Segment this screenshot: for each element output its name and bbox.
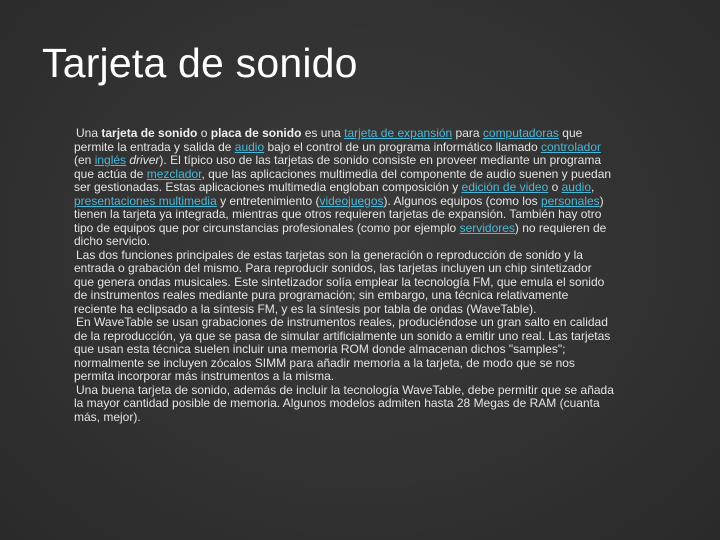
text: ). Algunos equipos (como los bbox=[383, 193, 541, 208]
text: , que las aplicaciones multimedia del componente de audio suenen y puedan ser gestionadas. Estas aplicaciones multimedia engloban composición y bbox=[74, 166, 612, 194]
link-ingles[interactable]: inglés bbox=[94, 153, 127, 167]
text: para bbox=[452, 126, 483, 140]
paragraph-2: Las dos funciones principales de estas tarjetas son la generación o reproducción de sonido y la entrada o grabación del mismo. Para reproducir sonidos, las tarjetas incluyen un chip sintetizador que genera ondas musicales. Este sintetizador solía emplear la tecnología FM, que emula el sonido de instrumentos reales mediante pura programación; sin embargo, una técnica relativamente reciente ha eclipsado a la síntesis FM, y es la síntesis por tabla de ondas (WaveTable). bbox=[74, 247, 605, 316]
link-edicion-de-video[interactable]: edición de video bbox=[461, 180, 549, 194]
text: y entretenimiento ( bbox=[216, 193, 320, 208]
slide-body bbox=[74, 127, 614, 424]
link-presentaciones-multimedia[interactable]: presentaciones multimedia bbox=[74, 193, 217, 208]
link-computadoras[interactable]: computadoras bbox=[482, 126, 559, 140]
link-controlador[interactable]: controlador bbox=[540, 139, 602, 154]
link-servidores[interactable]: servidores bbox=[459, 220, 515, 235]
text: ). El típico uso de las tarjetas de sonido consiste en proveer mediante un programa que actúa de bbox=[74, 153, 601, 181]
text: bajo el control de un programa informático llamado bbox=[264, 139, 541, 154]
link-audio[interactable]: audio bbox=[234, 139, 265, 154]
link-mezclador[interactable]: mezclador bbox=[146, 166, 202, 181]
link-videojuegos[interactable]: videojuegos bbox=[319, 193, 384, 208]
text: (en bbox=[74, 153, 95, 167]
link-tarjeta-expansion[interactable]: tarjeta de expansión bbox=[344, 126, 453, 140]
text: que permite la entrada y salida de bbox=[74, 126, 583, 154]
text: es una bbox=[301, 126, 345, 140]
bold-term: placa de sonido bbox=[210, 126, 302, 140]
italic-term: driver bbox=[129, 153, 160, 167]
paragraph-3: En WaveTable se usan grabaciones de instrumentos reales, produciéndose un gran salto en calidad de la reproducción, ya que se pasa de simular artificialmente un sonido a emitir uno real. Las tarjetas que usan esta técnica suelen incluir una memoria ROM donde almacenan dichos "samples"; normalmente se incluyen zócalos SIMM para añadir memoria a la tarjeta, de modo que se nos permita incorporar más instrumentos a la misma. bbox=[74, 315, 611, 383]
link-audio-2[interactable]: audio bbox=[561, 180, 591, 194]
paragraph-1 bbox=[74, 127, 614, 249]
text: , bbox=[591, 180, 595, 194]
text: ) no requieren de dicho servicio. bbox=[74, 220, 607, 248]
paragraph-4: Una buena tarjeta de sonido, además de incluir la tecnología WaveTable, debe permitir que se añada la mayor cantidad posible de memoria. Algunos modelos admiten hasta 28 Megas de RAM (cuanta más, mejor). bbox=[74, 382, 614, 424]
bold-term: tarjeta de sonido bbox=[101, 126, 198, 140]
text: Una bbox=[76, 126, 102, 140]
text: o bbox=[548, 180, 562, 194]
text: o bbox=[197, 126, 211, 140]
link-personales[interactable]: personales bbox=[540, 193, 600, 208]
text: ) tienen la tarjeta ya integrada, mientras que otros requieren tarjetas de expansión. También hay otro tipo de equipos que por circunstancias profesionales (como por ejemplo bbox=[74, 193, 604, 235]
slide-title: Tarjeta de sonido bbox=[42, 40, 358, 86]
